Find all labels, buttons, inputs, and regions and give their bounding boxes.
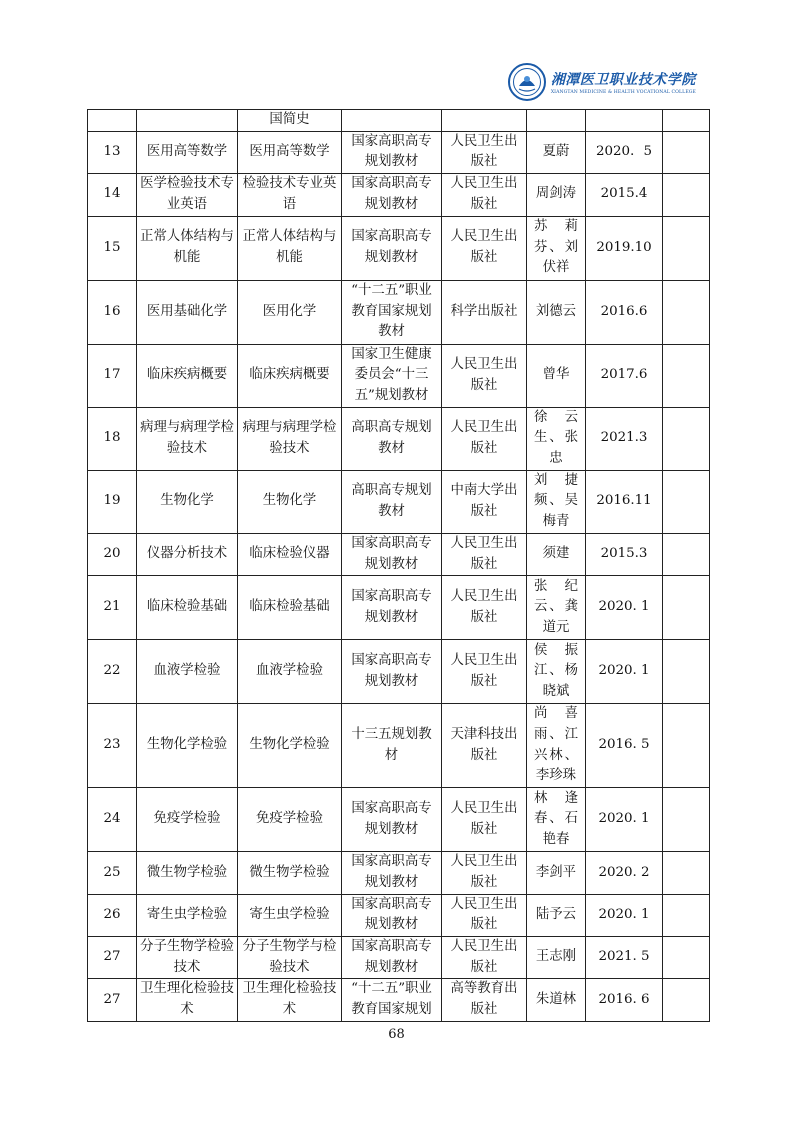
- author-text: 须建: [542, 546, 570, 562]
- author-text: 朱道林: [535, 991, 577, 1007]
- cell-date: 2016.11: [586, 470, 663, 533]
- cell-book: 医用高等数学: [238, 131, 342, 173]
- cell-no: 15: [88, 216, 137, 280]
- college-name-cn: 湘潭医卫职业技术学院: [550, 72, 696, 88]
- table-row: [88, 979, 710, 1021]
- cell-publisher: 中南大学出版社: [442, 470, 527, 533]
- textbook-table: [87, 109, 710, 1022]
- cell-course: 生物化学检验: [137, 704, 238, 788]
- cell-publisher: 人民卫生出版社: [442, 788, 527, 852]
- table-row: [88, 407, 710, 470]
- cell-publisher: 人民卫生出版社: [442, 533, 527, 575]
- page-header: [507, 62, 696, 102]
- cell-author: [527, 640, 586, 704]
- cell-note: [663, 704, 710, 788]
- cell-author: [527, 576, 586, 640]
- author-text: 夏蔚: [542, 144, 570, 160]
- cell-note: [663, 979, 710, 1021]
- author-text: 张纪云、龚道元: [534, 578, 578, 636]
- cell-level: 国家高职高专规划教材: [342, 174, 442, 216]
- author-text: 曾华: [542, 367, 570, 383]
- cell-course: 医用高等数学: [137, 131, 238, 173]
- cell-note: [663, 110, 710, 132]
- table-row: [88, 280, 710, 344]
- cell-note: [663, 470, 710, 533]
- cell-date: 2015.4: [586, 174, 663, 216]
- cell-date: 2020. 1: [586, 576, 663, 640]
- cell-book: 正常人体结构与机能: [238, 216, 342, 280]
- cell-no: 25: [88, 852, 137, 894]
- cell-no: 22: [88, 640, 137, 704]
- cell-course: 仪器分析技术: [137, 533, 238, 575]
- cell-note: [663, 216, 710, 280]
- cell-date: 2019.10: [586, 216, 663, 280]
- cell-book: 微生物学检验: [238, 852, 342, 894]
- cell-level: [342, 110, 442, 132]
- cell-note: [663, 937, 710, 979]
- cell-no: 19: [88, 470, 137, 533]
- cell-publisher: 人民卫生出版社: [442, 852, 527, 894]
- table-row: [88, 937, 710, 979]
- cell-note: [663, 174, 710, 216]
- cell-no: 18: [88, 407, 137, 470]
- cell-no: 27: [88, 937, 137, 979]
- table-row: [88, 110, 710, 132]
- cell-publisher: 人民卫生出版社: [442, 576, 527, 640]
- cell-author: [527, 788, 586, 852]
- cell-publisher: 人民卫生出版社: [442, 894, 527, 936]
- cell-date: [586, 110, 663, 132]
- cell-author: [527, 937, 586, 979]
- cell-course: 寄生虫学检验: [137, 894, 238, 936]
- cell-date: 2020. 1: [586, 894, 663, 936]
- cell-level: 高职高专规划教材: [342, 470, 442, 533]
- cell-author: [527, 344, 586, 407]
- cell-date: 2020. 1: [586, 788, 663, 852]
- table-row: [88, 216, 710, 280]
- author-text: 刘德云: [535, 303, 577, 319]
- cell-publisher: [442, 110, 527, 132]
- cell-book: 临床疾病概要: [238, 344, 342, 407]
- cell-note: [663, 131, 710, 173]
- cell-book: 生物化学: [238, 470, 342, 533]
- cell-book: 国简史: [238, 110, 342, 132]
- cell-author: [527, 533, 586, 575]
- cell-level: 国家高职高专规划教材: [342, 894, 442, 936]
- cell-course: [137, 110, 238, 132]
- cell-author: [527, 280, 586, 344]
- cell-course: 血液学检验: [137, 640, 238, 704]
- cell-date: 2015.3: [586, 533, 663, 575]
- cell-no: 17: [88, 344, 137, 407]
- author-text: 尚喜雨、江兴林、李珍珠: [534, 706, 578, 784]
- cell-level: 国家高职高专规划教材: [342, 788, 442, 852]
- cell-date: 2016. 5: [586, 704, 663, 788]
- cell-date: 2020. 1: [586, 640, 663, 704]
- cell-author: [527, 216, 586, 280]
- cell-publisher: 人民卫生出版社: [442, 344, 527, 407]
- cell-publisher: 人民卫生出版社: [442, 407, 527, 470]
- author-text: 李剑平: [535, 864, 577, 880]
- cell-publisher: 高等教育出版社: [442, 979, 527, 1021]
- cell-level: 国家卫生健康委员会“十三五”规划教材: [342, 344, 442, 407]
- cell-level: 国家高职高专规划教材: [342, 576, 442, 640]
- cell-publisher: 科学出版社: [442, 280, 527, 344]
- cell-date: 2016. 6: [586, 979, 663, 1021]
- cell-date: 2020. 2: [586, 852, 663, 894]
- cell-no: 21: [88, 576, 137, 640]
- cell-book: 血液学检验: [238, 640, 342, 704]
- table-row: [88, 788, 710, 852]
- cell-publisher: 人民卫生出版社: [442, 174, 527, 216]
- table-row: [88, 470, 710, 533]
- cell-level: “十二五”职业教育国家规划教材: [342, 280, 442, 344]
- cell-publisher: 人民卫生出版社: [442, 937, 527, 979]
- table-row: [88, 640, 710, 704]
- cell-level: 国家高职高专规划教材: [342, 852, 442, 894]
- author-text: 王志刚: [535, 949, 577, 965]
- cell-level: 国家高职高专规划教材: [342, 937, 442, 979]
- cell-level: 国家高职高专规划教材: [342, 533, 442, 575]
- cell-book: 寄生虫学检验: [238, 894, 342, 936]
- cell-course: 生物化学: [137, 470, 238, 533]
- table-row: [88, 131, 710, 173]
- cell-author: [527, 174, 586, 216]
- cell-note: [663, 640, 710, 704]
- cell-author: [527, 110, 586, 132]
- cell-publisher: 人民卫生出版社: [442, 640, 527, 704]
- cell-course: 医学检验技术专业英语: [137, 174, 238, 216]
- table-row: [88, 704, 710, 788]
- author-text: 苏莉芬、刘伏祥: [534, 218, 578, 276]
- cell-no: 16: [88, 280, 137, 344]
- cell-level: 十三五规划教材: [342, 704, 442, 788]
- cell-date: 2021.3: [586, 407, 663, 470]
- cell-course: 微生物学检验: [137, 852, 238, 894]
- cell-date: 2020．5: [586, 131, 663, 173]
- cell-level: “十二五”职业教育国家规划: [342, 979, 442, 1021]
- table-row: [88, 852, 710, 894]
- cell-author: [527, 704, 586, 788]
- author-text: 周剑涛: [535, 186, 577, 202]
- author-text: 徐云生、张忠: [534, 409, 578, 467]
- cell-note: [663, 280, 710, 344]
- cell-no: [88, 110, 137, 132]
- cell-book: 医用化学: [238, 280, 342, 344]
- cell-book: 免疫学检验: [238, 788, 342, 852]
- cell-note: [663, 344, 710, 407]
- author-text: 刘捷频、吴梅青: [534, 472, 578, 530]
- cell-author: [527, 131, 586, 173]
- cell-no: 23: [88, 704, 137, 788]
- cell-level: 高职高专规划教材: [342, 407, 442, 470]
- college-logo-icon: [507, 62, 547, 102]
- cell-no: 20: [88, 533, 137, 575]
- cell-book: 卫生理化检验技术: [238, 979, 342, 1021]
- cell-level: 国家高职高专规划教材: [342, 131, 442, 173]
- cell-note: [663, 852, 710, 894]
- cell-date: 2021. 5: [586, 937, 663, 979]
- table-row: [88, 174, 710, 216]
- cell-course: 卫生理化检验技术: [137, 979, 238, 1021]
- cell-no: 24: [88, 788, 137, 852]
- cell-author: [527, 852, 586, 894]
- college-name-en: XIANGTAN MEDICINE & HEALTH VOCATIONAL COLLEGE: [550, 90, 696, 95]
- cell-no: 26: [88, 894, 137, 936]
- page-number: 68: [388, 1027, 405, 1042]
- cell-course: 免疫学检验: [137, 788, 238, 852]
- cell-date: 2016.6: [586, 280, 663, 344]
- cell-course: 医用基础化学: [137, 280, 238, 344]
- cell-author: [527, 407, 586, 470]
- cell-note: [663, 894, 710, 936]
- cell-book: 检验技术专业英语: [238, 174, 342, 216]
- cell-level: 国家高职高专规划教材: [342, 640, 442, 704]
- cell-note: [663, 533, 710, 575]
- table-row: [88, 344, 710, 407]
- cell-date: 2017.6: [586, 344, 663, 407]
- cell-no: 13: [88, 131, 137, 173]
- table-row: [88, 894, 710, 936]
- cell-level: 国家高职高专规划教材: [342, 216, 442, 280]
- cell-course: 正常人体结构与机能: [137, 216, 238, 280]
- cell-book: 病理与病理学检验技术: [238, 407, 342, 470]
- cell-note: [663, 407, 710, 470]
- table-row: [88, 533, 710, 575]
- cell-note: [663, 788, 710, 852]
- cell-book: 临床检验基础: [238, 576, 342, 640]
- author-text: 侯振江、杨晓斌: [534, 642, 578, 700]
- cell-course: 临床检验基础: [137, 576, 238, 640]
- author-text: 陆予云: [535, 907, 577, 922]
- college-name: [551, 69, 696, 95]
- cell-book: 分子生物学与检验技术: [238, 937, 342, 979]
- cell-course: 病理与病理学检验技术: [137, 407, 238, 470]
- cell-book: 生物化学检验: [238, 704, 342, 788]
- cell-publisher: 天津科技出版社: [442, 704, 527, 788]
- cell-author: [527, 979, 586, 1021]
- table-row: [88, 576, 710, 640]
- cell-no: 27: [88, 979, 137, 1021]
- cell-author: [527, 470, 586, 533]
- cell-course: 临床疾病概要: [137, 344, 238, 407]
- cell-course: 分子生物学检验技术: [137, 937, 238, 979]
- cell-author: [527, 894, 586, 936]
- cell-publisher: 人民卫生出版社: [442, 216, 527, 280]
- cell-no: 14: [88, 174, 137, 216]
- cell-note: [663, 576, 710, 640]
- cell-book: 临床检验仪器: [238, 533, 342, 575]
- cell-publisher: 人民卫生出版社: [442, 131, 527, 173]
- author-text: 林逢春、石艳春: [534, 790, 578, 848]
